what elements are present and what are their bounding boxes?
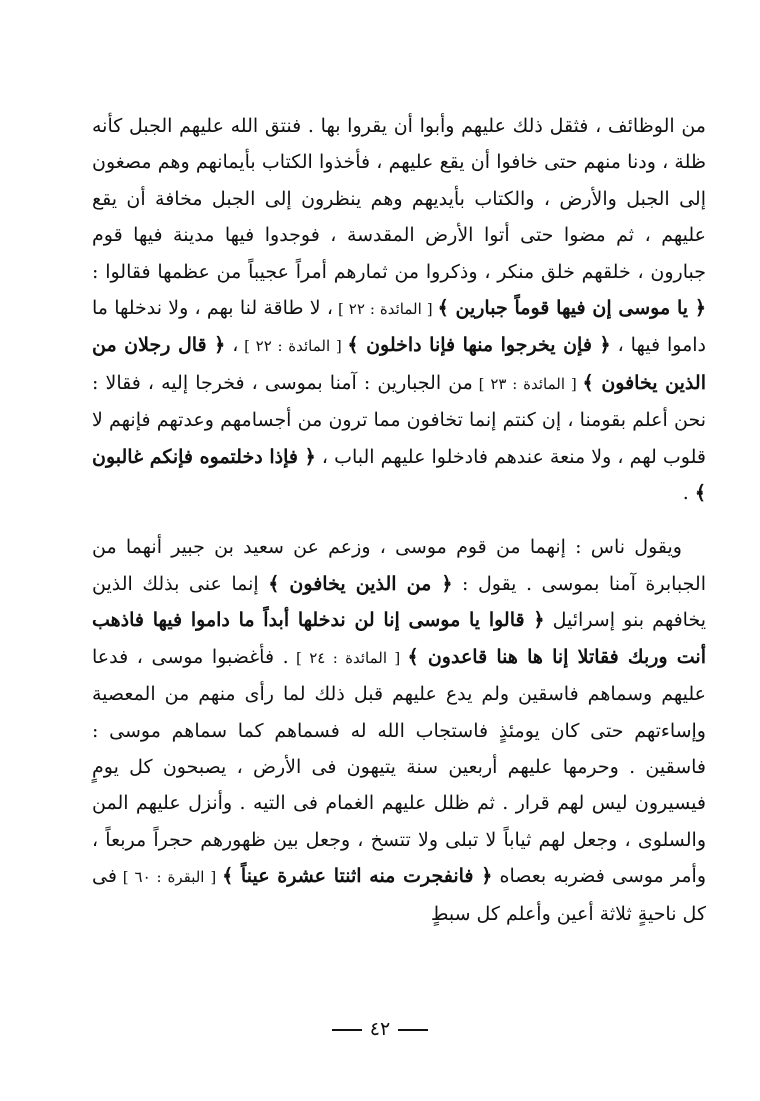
- text-segment: إنما عنى بذلك الذين يخافهم بنو إسرائيل: [92, 572, 706, 632]
- verse-reference: [ المائدة : ٢٢ ]: [238, 337, 348, 356]
- page-footer: [0, 1018, 760, 1040]
- verse-reference: [ المائدة : ٢٣ ]: [472, 374, 583, 393]
- quran-verse: ﴿ فإن يخرجوا منها فإنا داخلون ﴾: [347, 334, 611, 357]
- verse-reference: [ المائدة : ٢٢ ]: [333, 300, 438, 319]
- quran-verse: ﴿ قال رجلان من الذين يخافون ﴾: [92, 334, 706, 394]
- text-segment: من الوظائف ، فثقل ذلك عليهم وأبوا أن يقروا بها . فنتق الله عليهم الجبل كأنه ظلة ، ودنا منهم حتى خافوا أن يقع عليهم ، فأخذوا الكتاب بأيمانهم وهم مصغون إلى الجبل والأرض ، والكتاب بأيديهم وهم ينظرون إلى الجبل مخافة أن يقع عليهم ، ثم مضوا حتى أتوا الأرض المقدسة ، فوجدوا فيها مدينة فيها قوم جبارون ، خلقهم خلق منكر ، وذكروا من ثمارهم أمراً عجيباً من عظمها فقالوا :: [92, 115, 706, 283]
- quran-verse: ﴿ قالوا يا موسى إنا لن ندخلها أبداً ما داموا فيها فاذهب أنت وربك فقاتلا إنا ها هنا قاعدون ﴾: [92, 609, 707, 668]
- verse-reference: [ المائدة : ٢٤ ]: [288, 648, 408, 667]
- quran-verse: ﴿ فانفجرت منه اثنتا عشرة عيناً ﴾: [222, 865, 493, 888]
- text-segment: فى كل ناحيةٍ ثلاثة أعين وأعلم كل سبطٍ: [92, 865, 706, 925]
- quran-verse: ﴿ يا موسى إن فيها قوماً جبارين ﴾: [437, 297, 706, 320]
- text-segment: . فأغضبوا موسى ، فدعا عليهم وسماهم فاسقين ولم يدع عليهم قبل ذلك لما رأى منهم من المعصية وإساءتهم حتى كان يومئذٍ فاستجاب الله له فسماهم كما سماهم موسى : فاسقين . وحرمها عليهم أربعين سنة يتيهون فى الأرض ، يصبحون كل يومٍ فيسيرون ليس لهم قرار . ثم ظلل عليهم الغمام فى التيه . وأنزل عليهم المن والسلوى ، وجعل لهم ثياباً لا تبلى ولا تتسخ ، وجعل بين ظهورهم حجراً مربعاً ، وأمر موسى فضربه بعصاه: [92, 645, 706, 888]
- text-segment: ويقول ناس : إنهما من قوم موسى ، وزعم عن سعيد بن جبير أنهما من الجبابرة آمنا بموسى . يقول :: [92, 536, 707, 595]
- paragraph-2: [92, 529, 706, 931]
- footer-dash: [332, 1029, 362, 1031]
- text-segment: من الجبارين : آمنا بموسى ، فخرجا إليه ، فقالا : نحن أعلم بقومنا ، إن كنتم إنما تخافون مما ترون من أجسامهم وعدتهم فإنهم لا قلوب لهم ، ولا منعة عندهم فادخلوا عليهم الباب ،: [92, 371, 706, 468]
- text-segment: .: [682, 482, 695, 505]
- page-number: ٤٢: [369, 1018, 391, 1040]
- quran-verse: ﴿ فإذا دخلتموه فإنكم غالبون ﴾: [92, 445, 706, 505]
- verse-reference: [ البقرة : ٦٠ ]: [116, 868, 223, 887]
- footer-dash: [398, 1029, 428, 1031]
- paragraph-1: [92, 108, 706, 511]
- page-body: [92, 108, 706, 932]
- text-segment: ، لا طاقة لنا بهم ، ولا ندخلها ما داموا فيها ،: [92, 297, 707, 357]
- text-segment: ،: [225, 334, 239, 357]
- quran-verse: ﴿ من الذين يخافون ﴾: [268, 572, 453, 595]
